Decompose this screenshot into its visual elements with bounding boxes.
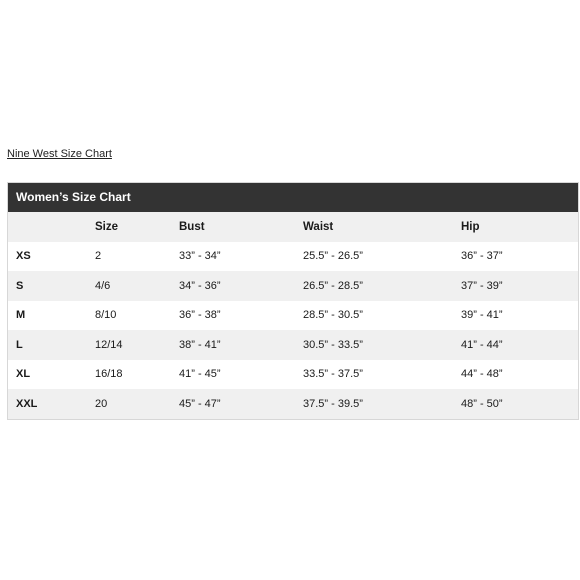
row-waist: 37.5” - 39.5” [303, 397, 363, 410]
size-chart-table [7, 182, 579, 420]
row-bust: 34” - 36” [179, 279, 221, 292]
row-hip: 39” - 41” [461, 309, 503, 322]
row-waist: 26.5” - 28.5” [303, 279, 363, 292]
size-chart-link[interactable]: Nine West Size Chart [7, 148, 112, 160]
table-row [8, 271, 578, 301]
row-size: 16/18 [95, 368, 123, 381]
table-row [8, 389, 578, 419]
header-cell-waist: Waist [303, 220, 334, 233]
header-cell-size: Size [95, 220, 119, 233]
header-cell-hip: Hip [461, 220, 480, 233]
row-label: XS [16, 250, 31, 263]
row-size: 8/10 [95, 309, 117, 322]
header-cell-bust: Bust [179, 220, 205, 233]
table-row [8, 330, 578, 360]
row-waist: 25.5” - 26.5” [303, 250, 363, 263]
row-size: 2 [95, 250, 102, 263]
row-waist: 30.5” - 33.5” [303, 338, 363, 351]
row-bust: 41” - 45” [179, 368, 221, 381]
row-waist: 33.5” - 37.5” [303, 368, 363, 381]
row-label: S [16, 279, 24, 292]
row-size: 12/14 [95, 338, 123, 351]
row-hip: 48” - 50” [461, 397, 503, 410]
row-hip: 36” - 37” [461, 250, 503, 263]
row-hip: 37” - 39” [461, 279, 503, 292]
row-label: L [16, 338, 23, 351]
row-label: M [16, 309, 26, 322]
row-bust: 36” - 38” [179, 309, 221, 322]
row-bust: 38” - 41” [179, 338, 221, 351]
row-size: 20 [95, 397, 108, 410]
table-row [8, 360, 578, 390]
table-title: Women’s Size Chart [8, 183, 578, 212]
row-label: XL [16, 368, 31, 381]
table-row [8, 242, 578, 272]
row-label: XXL [16, 397, 38, 410]
row-bust: 33” - 34” [179, 250, 221, 263]
row-hip: 41” - 44” [461, 338, 503, 351]
row-waist: 28.5” - 30.5” [303, 309, 363, 322]
row-hip: 44” - 48” [461, 368, 503, 381]
row-size: 4/6 [95, 279, 111, 292]
row-bust: 45” - 47” [179, 397, 221, 410]
table-row [8, 301, 578, 331]
table-header-row [8, 212, 578, 242]
